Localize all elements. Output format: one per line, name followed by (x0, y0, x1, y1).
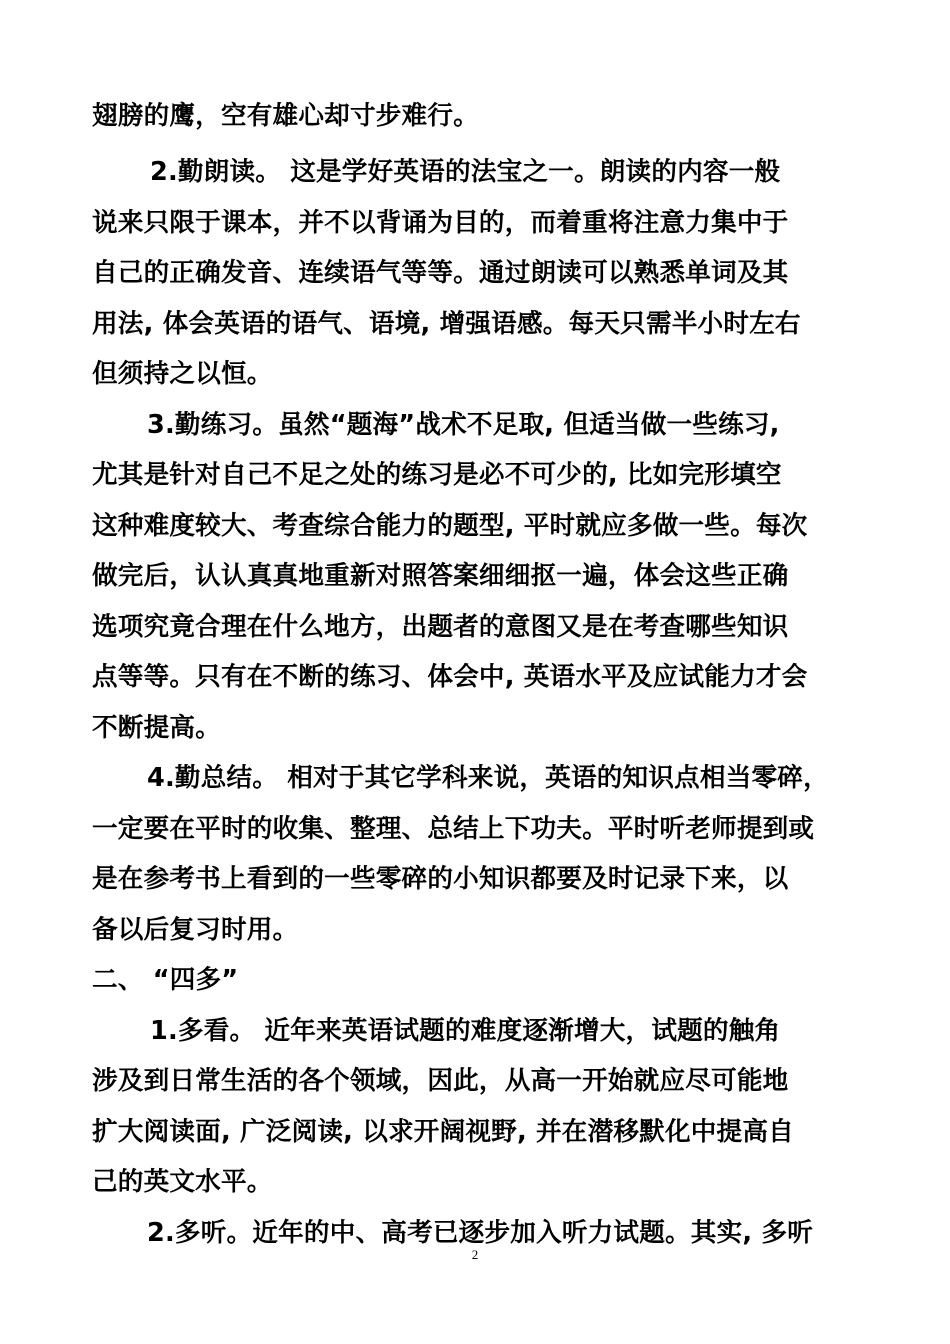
text-line: 3.勤练习。虽然“题海”战术不足取, 但适当做一些练习, (147, 410, 780, 440)
text-line: 做完后，认认真真地重新对照答案细细抠一遍，体会这些正确 (92, 561, 789, 591)
text-line: 1.多看。 近年来英语试题的难度逐渐增大，试题的触角 (150, 1016, 781, 1046)
text-line: 是在参考书上看到的一些零碎的小知识都要及时记录下来，以 (92, 864, 789, 894)
text-line: 备以后复习时用。 (92, 915, 299, 945)
text-line: 2.多听。近年的中、高考已逐步加入听力试题。其实, 多听 (147, 1218, 814, 1248)
text-line: 4.勤总结。 相对于其它学科来说，英语的知识点相当零碎， (147, 763, 829, 793)
text-line: 点等等。只有在不断的练习、体会中, 英语水平及应试能力才会 (92, 662, 808, 692)
text-line: 这种难度较大、考查综合能力的题型, 平时就应多做一些。每次 (92, 511, 808, 541)
text-line: 一定要在平时的收集、整理、总结上下功夫。平时听老师提到或 (92, 814, 815, 844)
text-line: 翅膀的鹰，空有雄心却寸步难行。 (92, 101, 479, 131)
page-number: 2 (471, 1247, 479, 1262)
text-line: 不断提高。 (92, 713, 221, 743)
text-line: 说来只限于课本，并不以背诵为目的，而着重将注意力集中于 (92, 208, 789, 238)
text-line: 2.勤朗读。 这是学好英语的法宝之一。朗读的内容一般 (150, 157, 781, 187)
text-line: 己的英文水平。 (92, 1167, 273, 1197)
text-line: 自己的正确发音、连续语气等等。通过朗读可以熟悉单词及其 (92, 258, 789, 288)
text-line: 扩大阅读面, 广泛阅读, 以求开阔视野, 并在潜移默化中提高自 (92, 1117, 794, 1147)
text-line: 尤其是针对自己不足之处的练习是必不可少的, 比如完形填空 (92, 460, 782, 490)
text-line: 涉及到日常生活的各个领域，因此，从高一开始就应尽可能地 (92, 1066, 789, 1096)
text-line: 但须持之以恒。 (92, 359, 273, 389)
text-line: 用法, 体会英语的语气、语境, 增强语感。每天只需半小时左右 (92, 309, 801, 339)
section-heading: 二、 “四多” (92, 965, 239, 995)
text-line: 选项究竟合理在什么地方，出题者的意图又是在考查哪些知识 (92, 612, 789, 642)
